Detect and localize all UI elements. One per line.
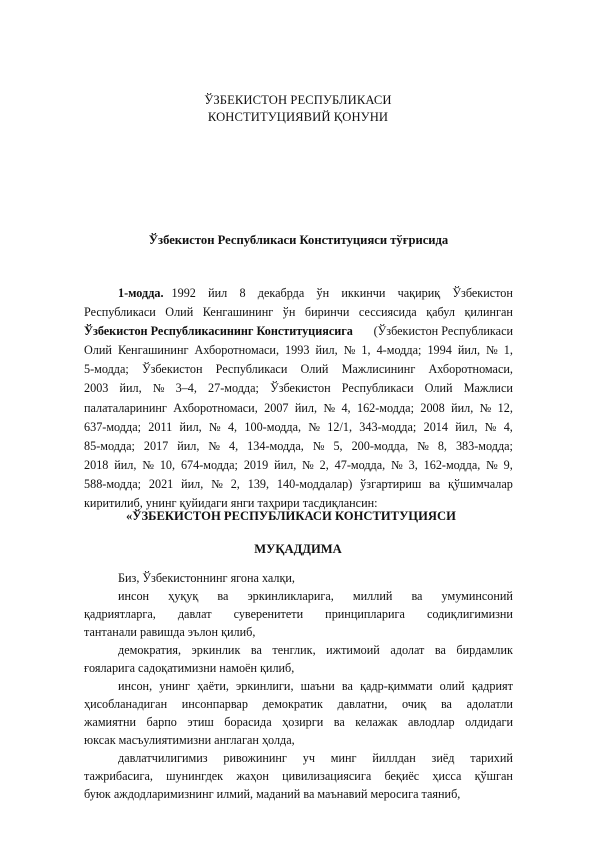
word: декабрда (257, 286, 305, 300)
word: № (308, 419, 320, 434)
word: олий (439, 679, 465, 693)
word: шаъни (300, 679, 335, 693)
article-bold-phrase: Ўзбекистон Республикасининг Конституциясига (84, 324, 353, 339)
preamble (84, 569, 513, 803)
word: унинг (159, 679, 190, 693)
word: 3–4, (175, 381, 197, 396)
word: цивилизациясига (282, 769, 372, 783)
preamble-line-text (118, 641, 513, 659)
article-line (84, 303, 513, 322)
word: № (486, 457, 498, 472)
word: 2011 (148, 419, 173, 434)
word: эркинлиги, (236, 679, 294, 693)
word: демократик (262, 697, 323, 711)
article-line-text: (Ўзбекистон Республикаси (373, 324, 513, 339)
word: иккинчи (341, 286, 386, 300)
word: 12, (497, 400, 513, 415)
word: йил, (179, 419, 202, 434)
word: ва (250, 643, 262, 657)
word: № (486, 343, 498, 358)
word: Республикаси (84, 305, 156, 320)
word: 2017 (143, 438, 169, 453)
word: 200-модда, (351, 438, 409, 453)
word: қадрият (471, 679, 513, 693)
word: Олий (424, 381, 453, 396)
word: ривожининг (223, 751, 287, 765)
word: № (343, 343, 356, 358)
article-line-text (84, 360, 513, 379)
preamble-line-text: юксак масъулиятимизни англаган ҳолда, (84, 733, 295, 747)
word: минг (330, 751, 357, 765)
article-line (84, 475, 513, 494)
preamble-line (84, 659, 513, 677)
word: 134-модда, (247, 438, 304, 453)
word: 1, (361, 343, 371, 358)
word: 162-модда; (356, 400, 414, 415)
word: жаҳон (236, 769, 269, 783)
word: олдидаги (465, 715, 513, 729)
word: йиллдан (372, 751, 416, 765)
word: йил, (315, 343, 338, 358)
word: ва (411, 589, 423, 603)
word: йил, (455, 419, 478, 434)
word: 8, (437, 438, 447, 453)
word: принципларига (325, 607, 405, 621)
article-1 (84, 284, 513, 513)
preamble-line (84, 677, 513, 695)
word: инсонпарвар (181, 697, 248, 711)
word: Ўзбекистон (452, 286, 513, 300)
word: йил, (457, 343, 481, 358)
word: 4, (341, 400, 351, 415)
word: сессиясида (358, 305, 417, 320)
article-line (84, 284, 513, 303)
word: қадриятларга, (84, 607, 156, 621)
word: ўзгартириш (360, 476, 422, 491)
word: йил, (274, 457, 297, 472)
word: 139, (247, 476, 270, 491)
preamble-line-text (84, 605, 513, 623)
word: 1992 (171, 286, 196, 300)
word: Кенгашининг (117, 343, 189, 358)
preamble-line-text (84, 695, 513, 713)
word: этиш (187, 715, 214, 729)
preamble-line-text: буюк аждодларимизнинг илмий, маданий ва маънавий меросига таяниб, (84, 787, 461, 801)
word: инсон, (118, 679, 153, 693)
preamble-line (84, 731, 513, 749)
word: 4-модда; (376, 343, 422, 358)
article-line-text (84, 399, 513, 418)
word: № (208, 438, 221, 453)
article-line (84, 322, 513, 341)
word: зиёд (431, 751, 455, 765)
article-line-text (84, 341, 513, 360)
word: ва (440, 697, 452, 711)
preamble-line (84, 587, 513, 605)
word: 9, (503, 457, 513, 472)
word: 674-модда; (180, 457, 238, 472)
word: ҳозирги (282, 715, 324, 729)
word: 2014 (423, 419, 448, 434)
article-line (84, 341, 513, 360)
preamble-line (84, 605, 513, 623)
preamble-line-text (84, 713, 513, 731)
word: адолат (390, 643, 425, 657)
word: 5-модда; (84, 362, 129, 377)
word: давлатни, (337, 697, 388, 711)
preamble-line (84, 713, 513, 731)
article-line-text (172, 284, 513, 303)
word: № (312, 438, 325, 453)
article-line (84, 418, 513, 437)
word: № (417, 438, 429, 453)
article-line-text (84, 379, 513, 398)
word: эркинлик (191, 643, 241, 657)
word: содиқлигимизни (426, 607, 513, 621)
word: 140-моддалар) (276, 476, 353, 491)
word: қўшимчалар (448, 476, 513, 491)
article-line-text (84, 475, 513, 494)
preamble-line-text: тантанали равишда эълон қилиб, (84, 625, 256, 639)
article-line-text: киритилиб, унинг қуйидаги янги таҳрири тасдиқлансин: (84, 496, 378, 511)
word: 3, (408, 457, 418, 472)
preamble-line-text: ғояларига садоқатимизни намоён қилиб, (84, 661, 295, 675)
preamble-line-text (118, 677, 513, 695)
word: уч (302, 751, 315, 765)
word: 12/1, (327, 419, 352, 434)
word: 2008 (420, 400, 445, 415)
article-line-text (84, 456, 513, 475)
word: 2019 (243, 457, 269, 472)
word: ҳуқуқ (168, 589, 199, 603)
word: ва (434, 643, 446, 657)
word: Ахборотномаси, (428, 362, 513, 377)
word: № (142, 457, 154, 472)
word: йил, (181, 476, 204, 491)
article-line (84, 456, 513, 475)
word: 343-модда; (359, 419, 417, 434)
word: чақириқ (397, 286, 441, 300)
word: умуминсоний (441, 589, 513, 603)
word: № (479, 400, 492, 415)
word: 85-модда; (84, 438, 135, 453)
article-line-text (84, 303, 513, 322)
preamble-line-text (118, 587, 513, 605)
word: ва (217, 589, 229, 603)
word: № (211, 476, 223, 491)
preamble-line (84, 641, 513, 659)
word: суверенитети (233, 607, 304, 621)
word: барпо (146, 715, 177, 729)
preamble-line (84, 785, 513, 803)
word: ҳисобланадиган (84, 697, 168, 711)
word: инсон (118, 589, 150, 603)
word: 4, (229, 438, 239, 453)
word: ва (341, 679, 353, 693)
word: давлат (177, 607, 212, 621)
preamble-line-text (118, 749, 513, 767)
preamble-line-text: Биз, Ўзбекистоннинг ягона халқи, (118, 571, 295, 585)
word: № (302, 457, 314, 472)
word: 10, (159, 457, 176, 472)
word: борасида (224, 715, 272, 729)
word: 162-модда, (423, 457, 481, 472)
word: йил, (451, 400, 474, 415)
preamble-line (84, 623, 513, 641)
word: қадр-қиммати (360, 679, 433, 693)
word: 4, (503, 419, 513, 434)
word: беқиёс (384, 769, 420, 783)
preamble-line (84, 569, 513, 587)
word: йил, (294, 400, 318, 415)
word: очиқ (401, 697, 427, 711)
article-line-text (84, 437, 513, 456)
word: Ахборотномаси, (173, 400, 258, 415)
word: Ўзбекистон (141, 362, 203, 377)
word: бирдамлик (456, 643, 513, 657)
word: Мажлисининг (341, 362, 416, 377)
preamble-title: МУҚАДДИМА (254, 542, 342, 556)
article-line (84, 437, 513, 456)
word: Олий (84, 343, 112, 358)
word: миллий (352, 589, 393, 603)
word: Ўзбекистон (270, 381, 331, 396)
article-line (84, 379, 513, 398)
header-line-2: КОНСТИТУЦИЯВИЙ ҚОНУНИ (207, 110, 389, 124)
word: ўн (282, 305, 296, 320)
word: жамиятни (84, 715, 137, 729)
header-line-1: ЎЗБЕКИСТОН РЕСПУБЛИКАСИ (204, 93, 392, 107)
preamble-line (84, 767, 513, 785)
word: 100-модда, (244, 419, 302, 434)
article-line (84, 399, 513, 418)
word: йил, (177, 438, 200, 453)
word: йил, (119, 381, 142, 396)
word: 47-модда, (334, 457, 386, 472)
word: № (484, 419, 497, 434)
preamble-line (84, 695, 513, 713)
word: тенглик, (272, 643, 316, 657)
word: Олий (165, 305, 194, 320)
word: Кенгашининг (202, 305, 274, 320)
word: № (209, 419, 221, 434)
word: 2, (230, 476, 240, 491)
word: ҳисса (432, 769, 462, 783)
word: № (323, 400, 336, 415)
word: йил, (114, 457, 137, 472)
word: Республикаси (341, 381, 414, 396)
word: ижтимоий (326, 643, 380, 657)
word: қилинган (464, 305, 513, 320)
word: 637-модда; (84, 419, 141, 434)
word: шунингдек (166, 769, 224, 783)
article-line (84, 360, 513, 379)
law-title: Ўзбекистон Республикаси Конституцияси тўғрисида (148, 233, 449, 247)
word: биринчи (304, 305, 350, 320)
word: ўн (316, 286, 330, 300)
word: 27-модда; (208, 381, 259, 396)
word: Ахборотномаси, (194, 343, 279, 358)
word: 8 (239, 286, 246, 300)
word: йил (208, 286, 228, 300)
word: давлатчилигимиз (118, 751, 208, 765)
word: ва (333, 715, 345, 729)
word: Олий (300, 362, 329, 377)
word: келажак (355, 715, 398, 729)
word: қабул (426, 305, 455, 320)
word: 2003 (84, 381, 109, 396)
word: 2007 (264, 400, 289, 415)
word: ва (429, 476, 441, 491)
word: Республикаси (215, 362, 288, 377)
preamble-line-text (84, 767, 513, 785)
word: тарихий (470, 751, 513, 765)
word: 2018 (84, 457, 109, 472)
preamble-line (84, 749, 513, 767)
word: ҳаёти, (197, 679, 229, 693)
word: авлодлар (408, 715, 455, 729)
word: қўшган (474, 769, 513, 783)
word: 1993 (285, 343, 310, 358)
word: демократия, (118, 643, 182, 657)
word: 1994 (427, 343, 452, 358)
word: адолатли (466, 697, 513, 711)
word: Мажлиси (463, 381, 513, 396)
constitution-title: «ЎЗБЕКИСТОН РЕСПУБЛИКАСИ КОНСТИТУЦИЯСИ (126, 509, 456, 523)
word: № (391, 457, 403, 472)
word: 2, (319, 457, 329, 472)
word: эркинликларига, (247, 589, 334, 603)
word: 4, (227, 419, 238, 434)
word: 5, (333, 438, 343, 453)
word: палаталарининг (84, 400, 167, 415)
word: 1, (503, 343, 513, 358)
article-line-text (84, 418, 513, 437)
word: № (152, 381, 165, 396)
word: тажрибасига, (84, 769, 153, 783)
word: 383-модда; (455, 438, 513, 453)
article-label: 1-модда. (118, 286, 164, 300)
word: 588-модда; (84, 476, 141, 491)
word: 2021 (148, 476, 174, 491)
